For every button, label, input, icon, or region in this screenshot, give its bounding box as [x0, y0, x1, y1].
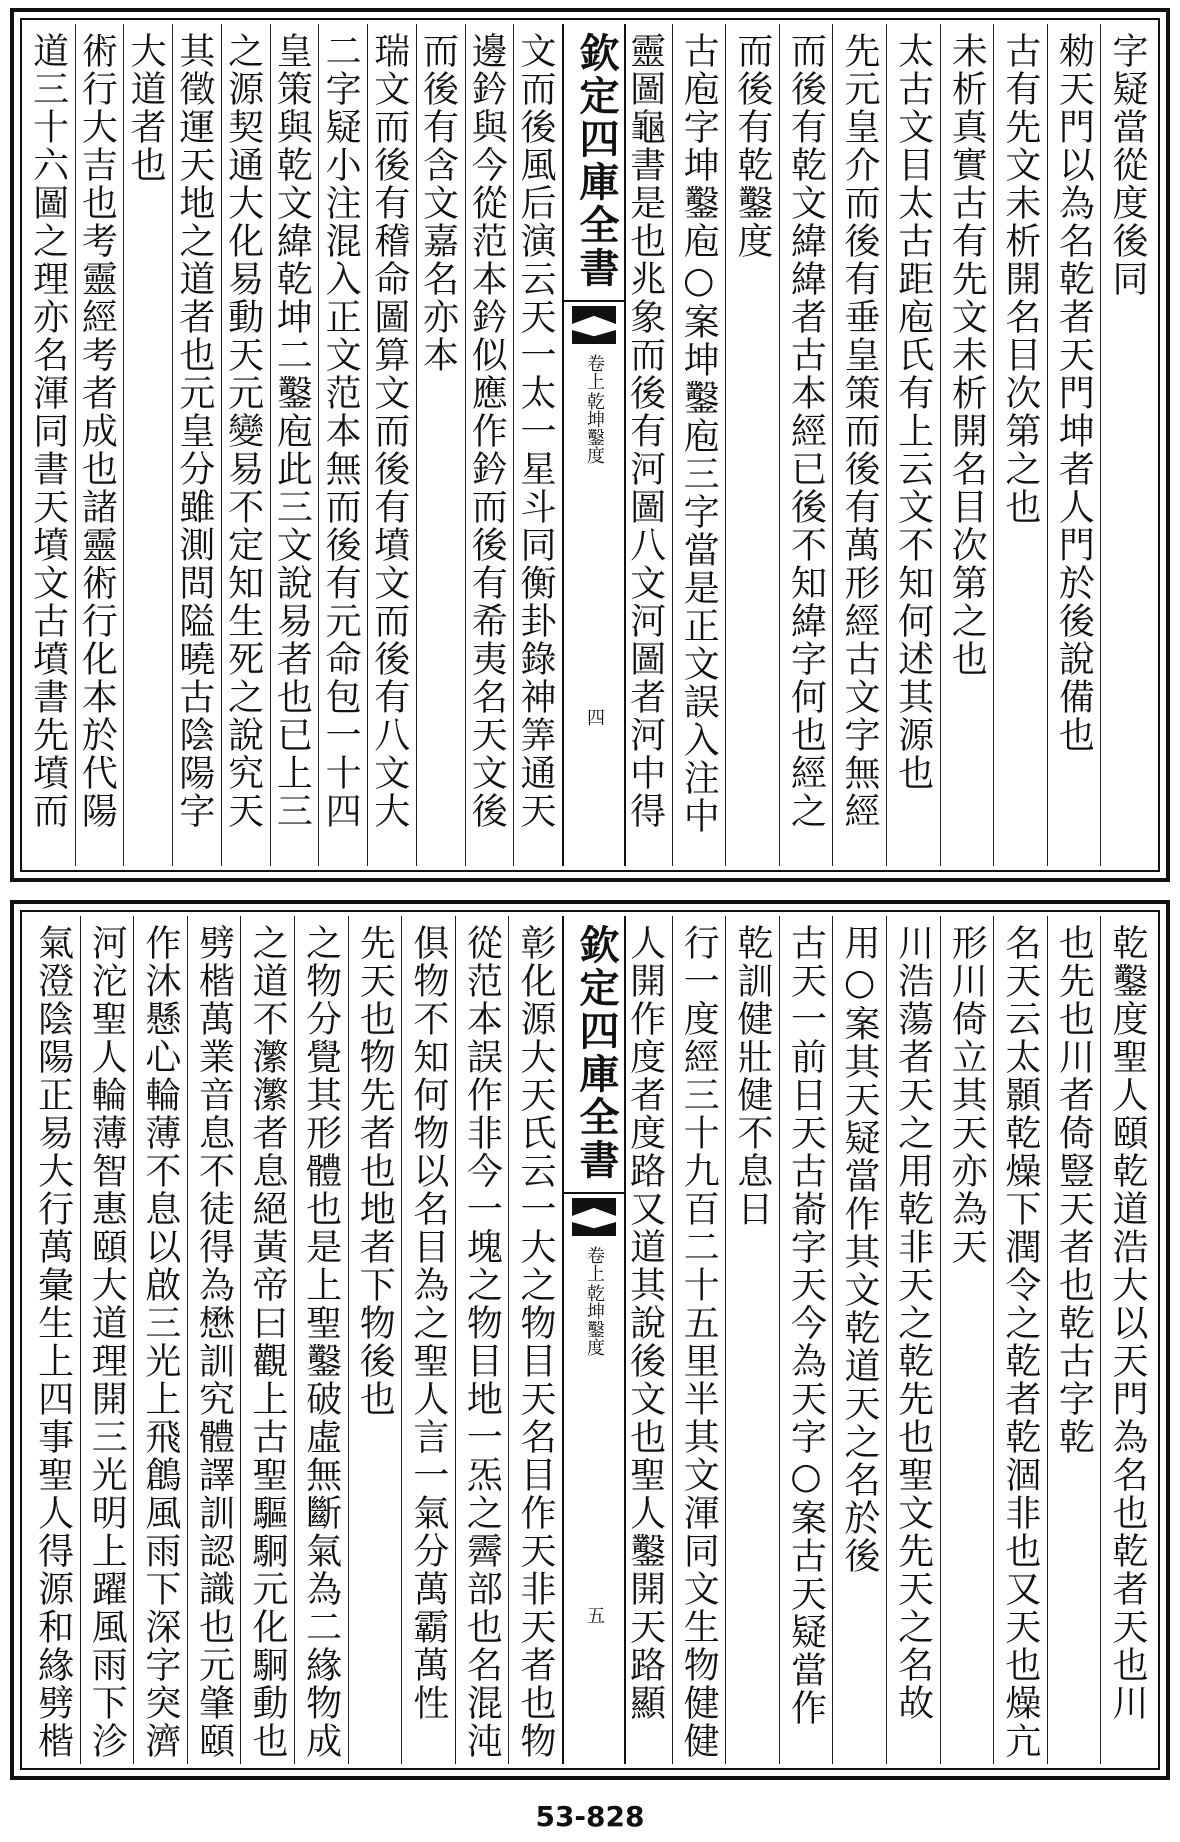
text-column: 先元皇介而後有垂皇策而後有萬形經古文字無經: [832, 24, 886, 866]
text-column: 乾鑿度聖人頤乾道浩大以天門為名也乾者天也川: [1100, 916, 1154, 1764]
page-footer-code: 53-828: [535, 1800, 645, 1833]
fishtail-title: 欽定四庫全書: [564, 24, 624, 302]
text-column: 河沱聖人輪薄智惠頤大道理開三光明上躍風雨下沴: [80, 916, 134, 1764]
text-column: 術行大吉也考靈經考者成也諸靈術行化本於代陽: [75, 24, 124, 866]
text-column: 行一度經三十九百二十五里半其文渾同文生物健健: [672, 916, 726, 1764]
text-column: 未析真實古有先文未析開名目次第之也: [940, 24, 994, 866]
left-half-bottom: [26, 916, 562, 1764]
text-column: 瑞文而後有稽命圖算文而後有墳文而後有八文大: [367, 24, 416, 866]
fishtail-mark-icon: [572, 1198, 616, 1236]
left-half-top: [26, 24, 562, 866]
text-column: 古庖字坤鑿庖○案坤鑿庖三字當是正文誤入注中: [672, 24, 726, 866]
text-column: 文而後風后演云天一太一星斗同衡卦錄神筭通天: [513, 24, 562, 866]
text-column: 川浩蕩者天之用乾非天之乾先也聖文先天之名故: [886, 916, 940, 1764]
text-column: 先天也物先者也地者下物後也: [348, 916, 402, 1764]
text-column: 彰化源大天氏云一大之物目天名目作天非天者也物: [508, 916, 562, 1764]
fishtail-title: 欽定四庫全書: [564, 916, 624, 1194]
fishtail-mark-icon: [572, 306, 616, 344]
text-column: 古有先文未析開名目次第之也: [993, 24, 1047, 866]
text-column: 從范本誤作非今一塊之物目地一炁之霽部也名混沌: [455, 916, 509, 1764]
text-column: 用○案其天疑當作其文乾道天之名於後: [832, 916, 886, 1764]
fishtail-top: [562, 24, 626, 866]
text-column: 道三十六圖之理亦名渾同書天墳文古墳書先墳而: [27, 32, 69, 830]
text-column: 二字疑小注混入正文范本無而後有元命包一十四: [318, 24, 367, 866]
page-number: 五: [584, 1606, 605, 1624]
text-column: 太古文目太古距庖氏有上云文不知何述其源也: [886, 24, 940, 866]
text-column: 邊鈐與今從范本鈐似應作鈐而後有希夷名天文後: [465, 24, 514, 866]
text-column: 皇策與乾文緯乾坤二鑿庖此三文說易者也已上三: [270, 24, 319, 866]
text-column: 大道者也: [123, 24, 172, 866]
fishtail-bottom: [562, 916, 626, 1764]
text-column: 劈楷萬業音息不徒得為懋訓究體譯訓認識也元肇頤: [187, 916, 241, 1764]
text-column: 之源契通大化易動天元變易不定知生死之說究天: [221, 24, 270, 866]
text-column: 古天一前日天古嵛字天今為天字○案古天疑當作: [779, 916, 833, 1764]
text-column: 而後有含文嘉名亦本: [416, 24, 465, 866]
text-column: 作沐懸心輪薄不息以啟三光上飛鶬風雨下深字突濟: [133, 916, 187, 1764]
right-half-bottom: [618, 916, 1154, 1764]
text-column: 形川倚立其天亦為天: [940, 916, 994, 1764]
text-column: 之道不瀿瀿者息絕黃帝曰觀上古聖驅駉元化駉動也: [240, 916, 294, 1764]
text-column: 而後有乾鑿度: [725, 24, 779, 866]
text-column: 乾訓健壯健不息日: [725, 916, 779, 1764]
page-number: 四: [584, 708, 605, 726]
fishtail-juan: 卷上: [584, 354, 605, 390]
page-top: [10, 8, 1170, 882]
fishtail-subtitle: [583, 354, 605, 464]
fishtail-volume-title: 乾坤鑿度: [584, 392, 605, 464]
fishtail-volume-title: 乾坤鑿度: [584, 1284, 605, 1356]
text-column: 人開作度者度路又道其說後文也聖人鑿開天路顯: [624, 924, 666, 1722]
right-half-top: [618, 24, 1154, 866]
fishtail-subtitle: [583, 1246, 605, 1356]
text-column: 之物分覺其形體也是上聖鑿破虛無斷氣為二緣物成: [294, 916, 348, 1764]
text-column: 俱物不知何物以名目為之聖人言一氣分萬霸萬性: [401, 916, 455, 1764]
fishtail-juan: 卷上: [584, 1246, 605, 1282]
text-column: 靈圖龜書是也兆象而後有河圖八文河圖者河中得: [624, 32, 666, 830]
text-column: 名天云太顥乾燥下潤令之乾者乾涸非也又天也燥亢: [993, 916, 1047, 1764]
text-column: 也先也川者倚豎天者也乾古字乾: [1047, 916, 1101, 1764]
text-column: 氣澄陰陽正易大行萬彙生上四事聖人得源和緣劈楷: [32, 924, 74, 1760]
page-bottom: [10, 900, 1170, 1780]
text-column: 而後有乾文緯緯者古本經已後不知緯字何也經之: [779, 24, 833, 866]
text-column: 其徵運天地之道者也元皇分雖測問隘曉古陰陽字: [172, 24, 221, 866]
text-column: 字疑當從度後同: [1100, 24, 1154, 866]
text-column: 勑天門以為名乾者天門坤者人門於後說備也: [1047, 24, 1101, 866]
